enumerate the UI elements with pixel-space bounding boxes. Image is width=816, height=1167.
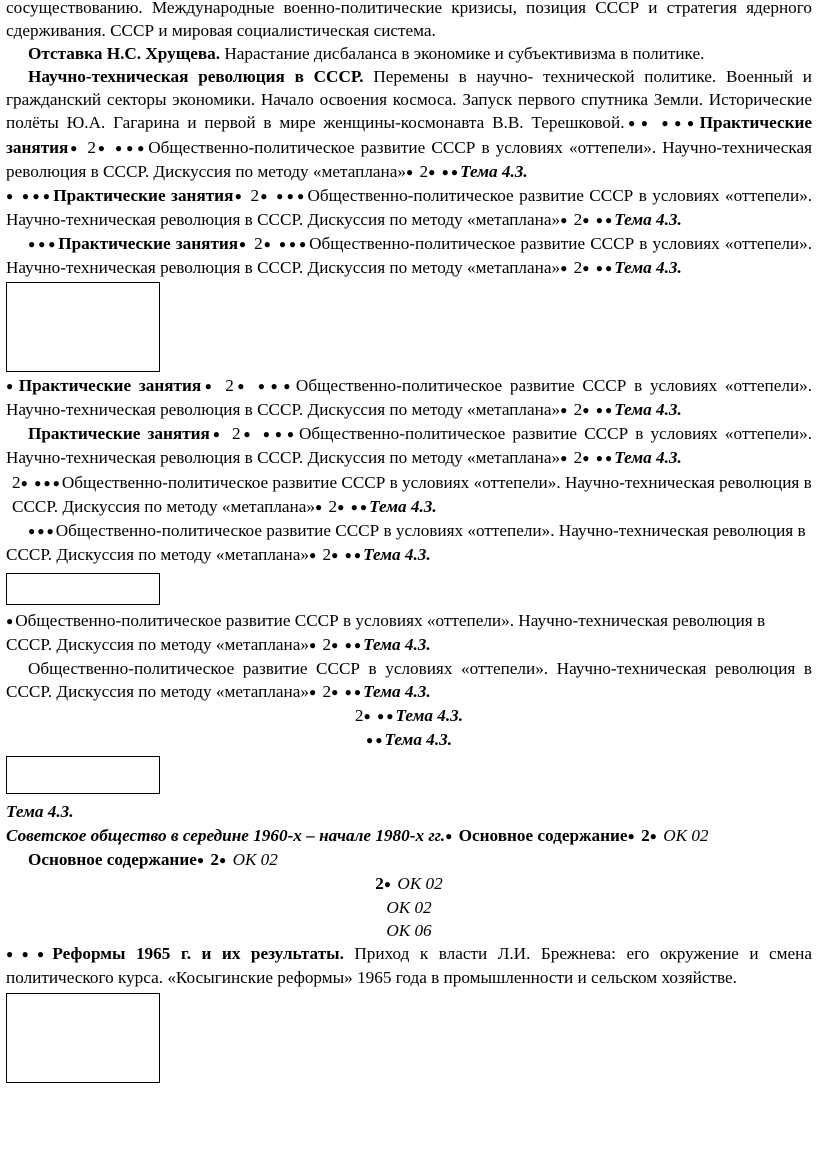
- text-reforms: Приход к власти Л.И. Брежнева: его окружение и смена политического курса. «Косыгинские реформы» 1965 года в промышленности и сельском хозяйстве.: [6, 944, 812, 988]
- text-practice: Общественно-политическое развитие СССР в условиях «оттепели». Научно-техническая революция в СССР. Дискуссия по методу «метаплана»: [6, 137, 813, 181]
- hours-value: 2: [573, 258, 583, 278]
- bullet-marker: ●: [201, 379, 218, 394]
- bullet-marker: ●: [337, 499, 347, 514]
- bullet-marker: ●●●: [661, 116, 700, 131]
- bullet-marker: ●: [363, 709, 373, 724]
- hours-value: 2: [322, 682, 332, 702]
- paragraph-topic-1: [6, 471, 812, 519]
- topic-number: Тема 4.3.: [395, 706, 464, 726]
- heading-reforms: Реформы 1965 г. и их результаты.: [52, 944, 344, 963]
- bullet-marker: ●: [233, 379, 250, 394]
- bullet-marker: ●: [582, 403, 592, 418]
- bullet-marker: ●●●: [28, 236, 59, 251]
- topic-number: Тема 4.3.: [614, 400, 682, 420]
- bullet-marker: ●●: [344, 685, 364, 700]
- text-practice: Общественно-политическое развитие СССР в условиях «оттепели». Научно-техническая революция в СССР. Дискуссия по методу «метаплана»: [6, 185, 813, 229]
- topic-number: Тема 4.3.: [614, 209, 682, 229]
- paragraph-topic-3: [6, 609, 812, 657]
- paragraph-resignation: [6, 42, 812, 65]
- text-resignation: Нарастание дисбаланса в экономике и субъективизма в политике.: [220, 44, 705, 64]
- bullet-marker: ●: [6, 613, 16, 628]
- content-line: [6, 848, 812, 872]
- bullet-marker: ●: [405, 164, 416, 179]
- bullet-marker: ●: [238, 236, 250, 251]
- empty-cell-box: [6, 282, 160, 372]
- hours-value: 2: [573, 400, 583, 420]
- paragraph-reforms: [6, 942, 812, 989]
- hours-value: 2: [12, 472, 21, 492]
- centered-ok06: [6, 919, 812, 942]
- bullet-marker: ●●●: [34, 475, 62, 490]
- bullet-marker: ●: [233, 188, 245, 203]
- bullet-marker: ●●●: [278, 236, 310, 251]
- hours-value: 2: [328, 496, 338, 516]
- paragraph-topic-4: [6, 657, 812, 704]
- bullet-marker: ●●●: [262, 427, 299, 442]
- bullet-marker: ●●: [344, 637, 364, 652]
- bullet-marker: ●: [240, 427, 256, 442]
- bullet-marker: ●: [331, 637, 341, 652]
- bullet-marker: ●●: [350, 499, 370, 514]
- paragraph-intro: сосуществованию. Международные военно-политические кризисы, позиция СССР и стратегия ядерного сдерживания. СССР и мировая социалистическая система.: [6, 0, 812, 41]
- hours-value: 2: [322, 634, 332, 654]
- competence-code: ОК 02: [386, 897, 432, 917]
- empty-cell-box: [6, 756, 160, 794]
- text-practice: Общественно-политическое развитие СССР в условиях «оттепели». Научно-техническая революция в СССР. Дискуссия по методу «метаплана»: [6, 659, 812, 702]
- bullet-marker: ●: [308, 685, 319, 700]
- hours-value: 2: [250, 185, 260, 205]
- bullet-marker: ●: [627, 828, 637, 843]
- competence-code: ОК 02: [663, 825, 709, 845]
- paragraph-topic-2: [6, 519, 812, 567]
- competence-code: ОК 02: [232, 849, 278, 869]
- bullet-marker: ●●●: [115, 140, 149, 155]
- bullet-marker: ●: [308, 637, 319, 652]
- label-practice: Практические занятия: [53, 185, 234, 205]
- label-practice: Практические занятия: [28, 424, 210, 444]
- bullet-marker: ●●●: [21, 188, 54, 203]
- hours-value: 2: [322, 544, 332, 564]
- bullet-marker: ●: [428, 164, 438, 179]
- bullet-marker: ●: [6, 188, 17, 203]
- hours-value: 2: [375, 873, 384, 893]
- bullet-marker: ●●: [624, 116, 654, 131]
- text-practice: Общественно-политическое развитие СССР в условиях «оттепели». Научно-техническая революция в СССР. Дискуссия по методу «метаплана»: [12, 472, 812, 516]
- bullet-marker: ●●: [441, 164, 461, 179]
- label-practice: Практические занятия: [18, 376, 202, 396]
- bullet-marker: ●●●: [6, 947, 53, 961]
- topic-number: Тема 4.3.: [460, 161, 528, 181]
- content-label: Основное содержание: [28, 849, 197, 869]
- bullet-marker: ●●: [365, 733, 385, 748]
- bullet-marker: ●●: [595, 212, 615, 227]
- bullet-marker: ●: [6, 379, 19, 394]
- text-ntr: Перемены в научно- технической политике. Военный и гражданский секторы экономики. Начало освоения космоса. Запуск первого спутника Земли. Исторические полёты Ю.А. Гагарина и первой в мире женщины-космонавта В.В. Терешковой.: [6, 67, 812, 133]
- topic-number: Тема 4.3.: [614, 258, 682, 278]
- topic-number: Тема 4.3.: [384, 730, 453, 750]
- section-title-line: [6, 824, 812, 848]
- bullet-marker: ●: [331, 685, 341, 700]
- bullet-marker: ●●●: [257, 379, 296, 394]
- bullet-marker: ●: [95, 140, 109, 155]
- bullet-marker: ●●: [344, 547, 364, 562]
- bullet-marker: ●●: [377, 709, 396, 724]
- bullet-marker: ●: [560, 451, 570, 466]
- label-practice: Практические занятия: [58, 233, 239, 253]
- bullet-marker: ●: [331, 547, 341, 562]
- bullet-marker: ●: [196, 852, 207, 867]
- heading-ntr: Научно-техническая революция в СССР.: [28, 67, 364, 87]
- bullet-marker: ●: [314, 499, 325, 514]
- centered-topic: [6, 728, 812, 752]
- topic-heading: [6, 800, 812, 823]
- bullet-marker: ●: [209, 427, 225, 442]
- heading-resignation: Отставка Н.С. Хрущева.: [28, 44, 221, 64]
- topic-number: Тема 4.3.: [363, 634, 431, 654]
- hours-value: 2: [254, 233, 263, 253]
- centered-ok02: [6, 896, 812, 919]
- hours-value: 2: [354, 706, 364, 726]
- bullet-marker: ●: [560, 403, 570, 418]
- label-practice: Практические занятия: [6, 113, 813, 157]
- hours-value: 2: [419, 161, 429, 181]
- hours-value: 2: [87, 137, 96, 157]
- bullet-marker: ●: [308, 547, 319, 562]
- centered-hours-ok: [6, 872, 812, 896]
- topic-number: Тема 4.3.: [363, 682, 431, 702]
- content-label: Основное содержание: [458, 825, 628, 845]
- topic-number: Тема 4.3.: [363, 544, 431, 564]
- paragraph-practice-3: [6, 374, 812, 422]
- text-practice: Общественно-политическое развитие СССР в условиях «оттепели». Научно-техническая революция в СССР. Дискуссия по методу «метаплана»: [6, 233, 812, 278]
- bullet-marker: ●: [219, 852, 229, 867]
- bullet-marker: ●: [259, 188, 271, 203]
- bullet-marker: ●: [383, 876, 394, 891]
- paragraph-practice-1: [6, 184, 812, 232]
- bullet-marker: ●: [649, 828, 659, 843]
- competence-code: ОК 02: [397, 873, 443, 893]
- hours-value: 2: [573, 448, 583, 468]
- bullet-marker: ●: [20, 475, 30, 490]
- paragraph-ntr: [6, 65, 812, 183]
- competence-code: ОК 06: [386, 920, 432, 940]
- paragraph-practice-4: [6, 422, 812, 470]
- text-practice: Общественно-политическое развитие СССР в условиях «оттепели». Научно-техническая революция в СССР. Дискуссия по методу «метаплана»: [6, 520, 806, 564]
- bullet-marker: ●: [560, 261, 570, 276]
- bullet-marker: ●: [560, 212, 570, 227]
- hours-value: 2: [225, 376, 234, 396]
- section-title: Советское общество в середине 1960-х – начале 1980-х гг.: [6, 825, 446, 845]
- hours-value: 2: [641, 825, 650, 845]
- topic-number: Тема 4.3.: [6, 802, 74, 822]
- topic-number: Тема 4.3.: [369, 496, 437, 516]
- bullet-marker: ●●: [595, 451, 615, 466]
- bullet-marker: ●●●: [28, 523, 56, 538]
- topic-number: Тема 4.3.: [614, 448, 682, 468]
- text-practice: Общественно-политическое развитие СССР в условиях «оттепели». Научно-техническая революция в СССР. Дискуссия по методу «метаплана»: [6, 376, 813, 420]
- bullet-marker: ●●: [595, 261, 615, 276]
- bullet-marker: ●: [262, 236, 274, 251]
- bullet-marker: ●: [582, 261, 592, 276]
- bullet-marker: ●: [445, 828, 455, 843]
- hours-value: 2: [210, 849, 220, 869]
- bullet-marker: ●: [68, 140, 82, 155]
- empty-cell-box: [6, 573, 160, 605]
- bullet-marker: ●●●: [276, 188, 308, 203]
- hours-value: 2: [573, 209, 583, 229]
- paragraph-practice-2: [6, 232, 812, 280]
- empty-cell-box: [6, 993, 160, 1083]
- bullet-marker: ●●: [595, 403, 615, 418]
- text-practice: Общественно-политическое развитие СССР в условиях «оттепели». Научно-техническая революция в СССР. Дискуссия по методу «метаплана»: [6, 424, 813, 468]
- bullet-marker: ●: [582, 212, 592, 227]
- centered-hours-topic: [6, 704, 812, 728]
- text-practice: Общественно-политическое развитие СССР в условиях «оттепели». Научно-техническая революция в СССР. Дискуссия по методу «метаплана»: [6, 610, 766, 654]
- bullet-marker: ●: [582, 451, 592, 466]
- hours-value: 2: [231, 424, 241, 444]
